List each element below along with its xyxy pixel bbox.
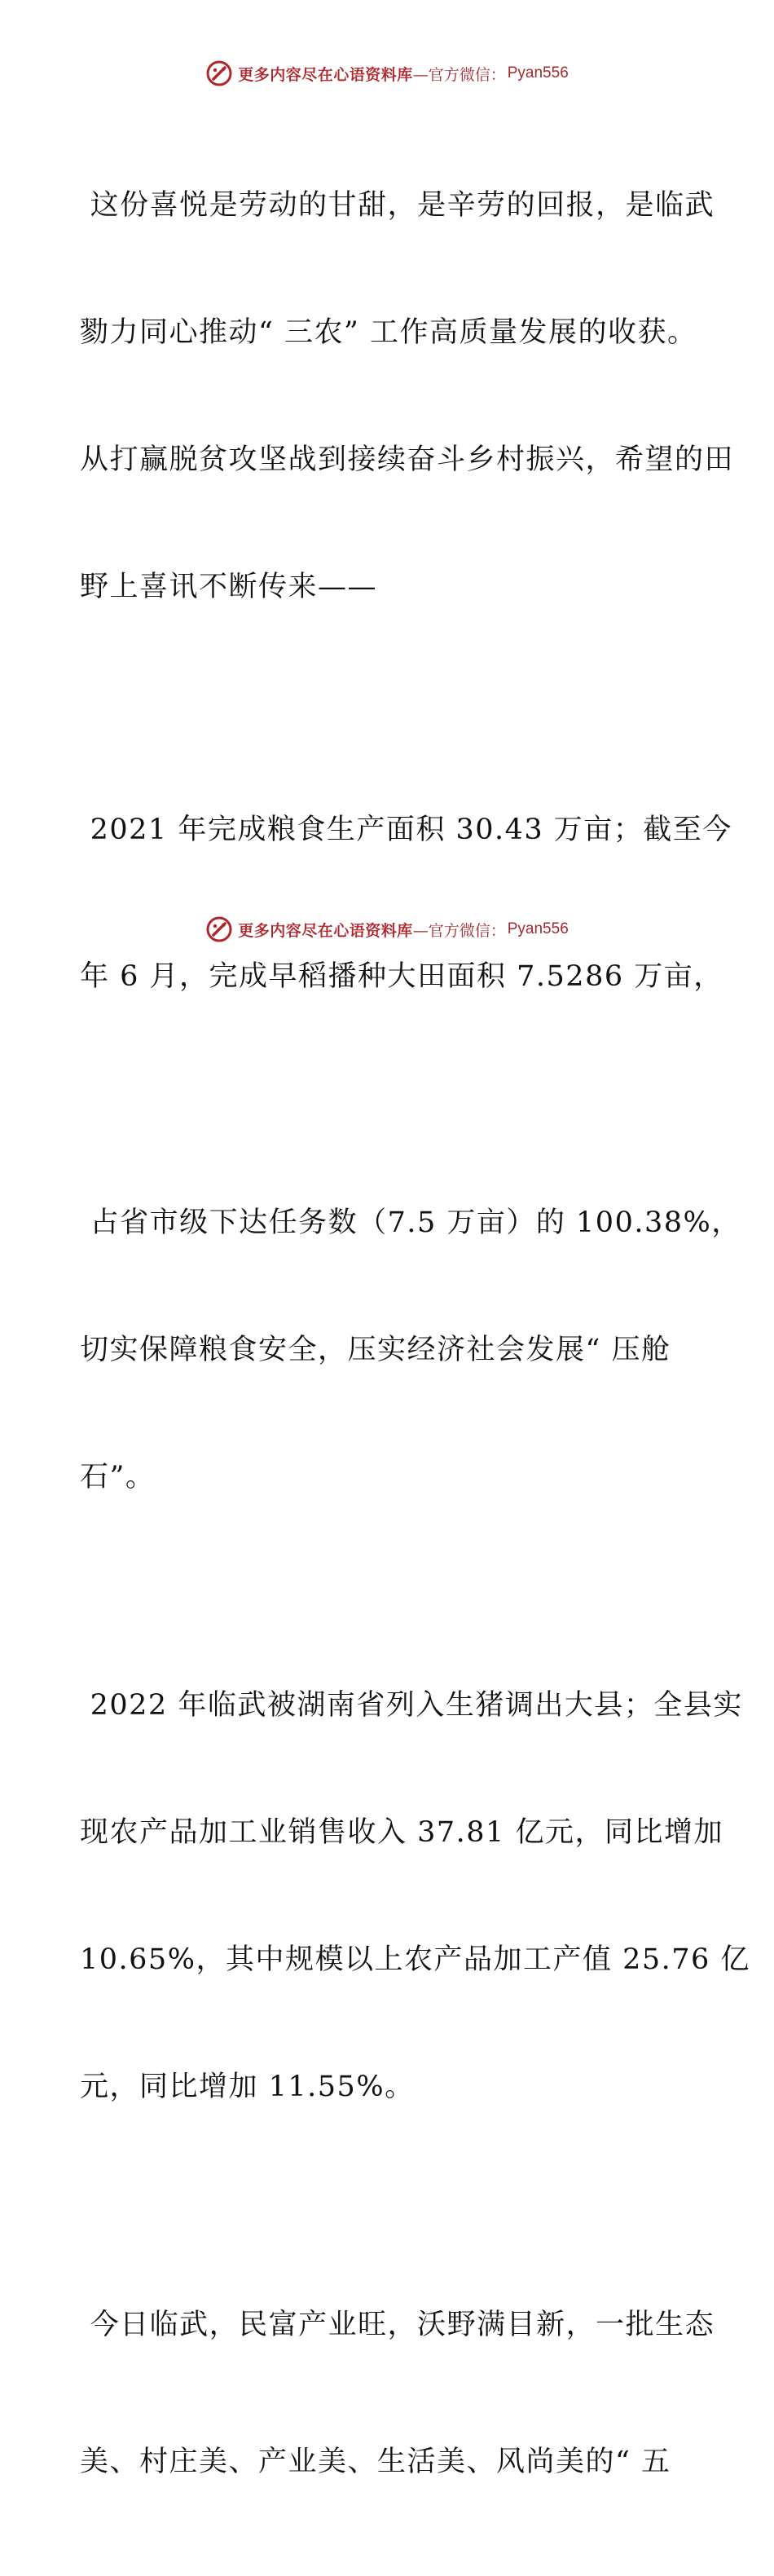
paragraph-2 [80, 708, 732, 1099]
logo-icon [205, 60, 233, 87]
paragraph-3 [80, 1117, 741, 1583]
text-line: 今日临武，民富产业旺，沃野满目新，一批生态 [80, 2309, 715, 2341]
footer-watermark-banner [0, 913, 774, 946]
text-line: 美、村庄美、产业美、生活美、风尚美的“ 五 [80, 2446, 671, 2478]
header-watermark-banner [0, 57, 774, 90]
text-line: 2022 年临武被湖南省列入生猪调出大县；全县实 [80, 1689, 743, 1722]
banner-wechat-id: Pyan556 [507, 64, 569, 82]
banner-wechat-label: —官方微信： [412, 921, 506, 940]
text-line: 石”。 [80, 1461, 156, 1493]
text-line: 10.65%，其中规模以上农产品加工产值 25.76 亿 [80, 1943, 750, 1976]
text-line: 勠力同心推动“ 三农” 工作高质量发展的收获。 [80, 316, 697, 349]
document-body [80, 99, 750, 2576]
text-line: 占省市级下达任务数（7.5 万亩）的 100.38%， [80, 1206, 741, 1239]
text-line: 元，同比增加 11.55%。 [80, 2071, 415, 2103]
banner-site-name: 更多内容尽在心语资料库 [238, 921, 413, 940]
banner-wechat-id: Pyan556 [507, 920, 569, 937]
paragraph-5 [80, 2211, 715, 2576]
paragraph-4 [80, 1599, 750, 2193]
text-line: 现农产品加工业销售收入 37.81 亿元，同比增加 [80, 1816, 723, 1849]
text-line: 年 6 月，完成早稻播种大田面积 7.5286 万亩， [80, 960, 723, 993]
text-line: 野上喜讯不断传来—— [80, 571, 378, 603]
paragraph-1 [80, 99, 735, 693]
banner-site-name: 更多内容尽在心语资料库 [238, 65, 413, 84]
banner-wechat-label: —官方微信： [412, 65, 506, 84]
text-line: 从打赢脱贫攻坚战到接续奋斗乡村振兴，希望的田 [80, 443, 735, 476]
text-line: 2021 年完成粮食生产面积 30.43 万亩；截至今 [80, 814, 732, 846]
text-line: 切实保障粮食安全，压实经济社会发展“ 压舱 [80, 1334, 671, 1366]
logo-icon [205, 915, 233, 943]
text-line: 这份喜悦是劳动的甘甜，是辛劳的回报，是临武 [80, 189, 715, 222]
